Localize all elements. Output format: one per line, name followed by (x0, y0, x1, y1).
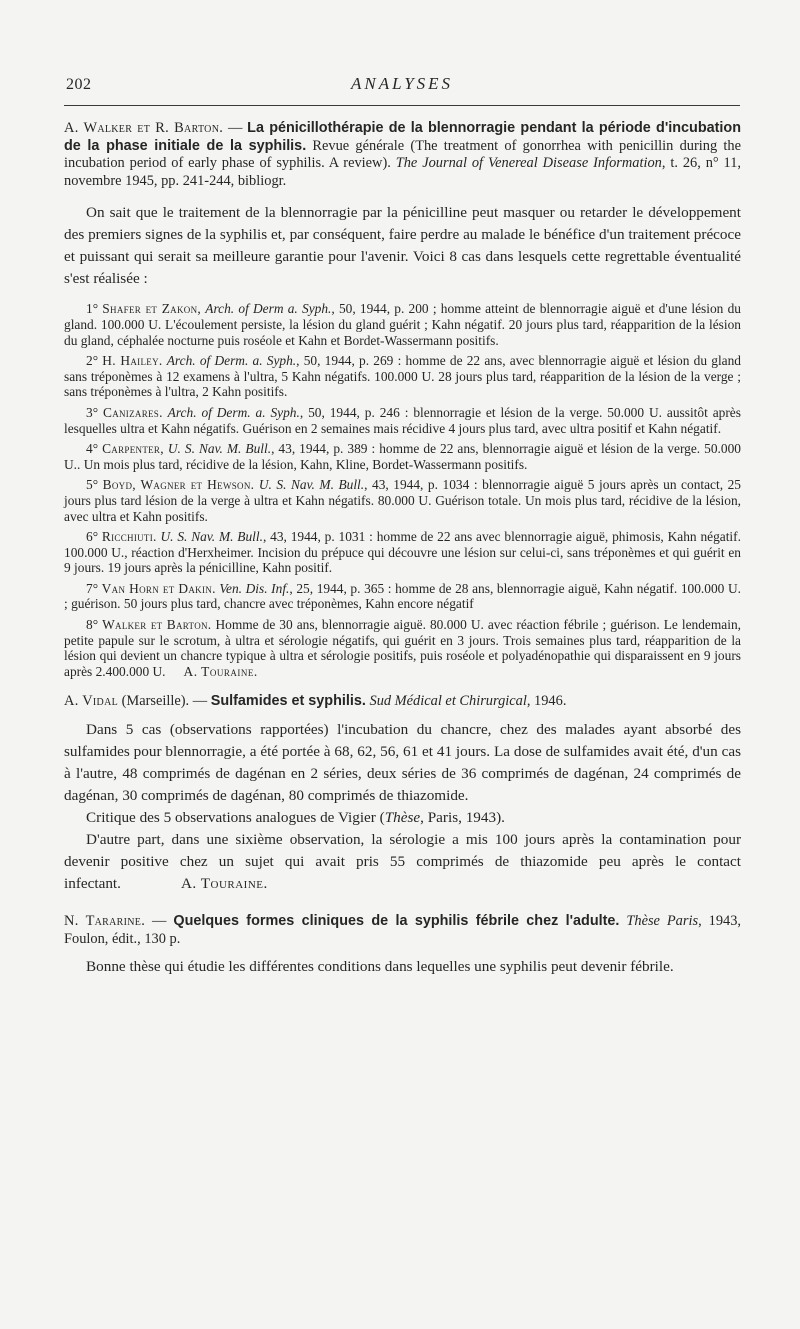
entry-reference: Revue générale (The treatment of gonorrhea with penicillin during the incubation period of early phase of syphilis. A review). (64, 137, 741, 172)
entry-paragraph: D'autre part, dans une sixième observation, la sérologie a mis 100 jours après la contamination pour devenir positive chez un sujet qui avait pris 55 comprimés de thiazomide peu après le contact infectant. A. Touraine. (64, 831, 741, 893)
entry-walker-barton (64, 120, 741, 679)
entry-heading: A. Vidal (Marseille). — Sulfamides et syphilis. Sud Médical et Chirurgical, 1946. (64, 693, 567, 710)
case-item: 5° Boyd, Wagner et Hewson. U. S. Nav. M. Bull., 43, 1944, p. 1034 : blennorragie aiguë 5 jours après un contact, 25 jours plus tard lésion de la verge à ultra et Kahn négatifs. 80.000 U. Guérison totale. Un mois plus tard, récidive de la lésion, avec ultra et Kahn positifs. (64, 477, 741, 524)
entry-paragraph: Bonne thèse qui étudie les différentes conditions dans lequelles une syphilis peut devenir fébrile. (86, 958, 674, 976)
entry-journal: Thèse Paris (626, 913, 699, 930)
entry-critique: Critique des 5 observations analogues de Vigier (Thèse, Paris, 1943). (86, 809, 505, 827)
entry-reference-tail: , 1946. (526, 693, 567, 710)
entry-title: Sulfamides et syphilis. (210, 693, 366, 710)
case-item: 7° Van Horn et Dakin. Ven. Dis. Inf., 25, 1944, p. 365 : homme de 28 ans, blennorragie aiguë, Kahn négatif. 100.000 U. ; guérison. 50 jours plus tard, chancre avec tréponèmes, Kahn encore négatif (64, 580, 741, 612)
case-list (64, 301, 741, 679)
entry-journal: Sud Médical et Chirurgical (369, 693, 527, 710)
case-item: 4° Carpenter, U. S. Nav. M. Bull., 43, 1944, p. 389 : homme de 22 ans, blennorragie aiguë et lésion de la verge. 50.000 U.. Un mois plus tard, récidive de la lésion, Kahn, Kline, Bordet-Wassermann positifs. (64, 441, 741, 472)
running-head (66, 74, 738, 98)
entry-authors: A. Walker et R. Barton. (64, 120, 224, 136)
entry-title: Quelques formes cliniques de la syphilis fébrile chez l'adulte. (173, 913, 620, 930)
entry-vidal (64, 693, 741, 895)
entry-heading: N. Tararine. — Quelques formes cliniques de la syphilis fébrile chez l'adulte. Thèse Paris, 1943, Foulon, édit., 130 p. (64, 913, 741, 947)
page-body (64, 120, 741, 978)
entry-intro: On sait que le traitement de la blennorragie par la pénicilline peut masquer ou retarder le développement des premiers signes de la syphilis et, par conséquent, faire perdre au malade le bénéfice d'un traitement précoce et puissant qui serait sa meilleure garantie pour l'avenir. Voici 8 cas dans lesquels cette regrettable éventualité s'est réalisée : (64, 204, 741, 288)
case-item: 6° Ricchiuti. U. S. Nav. M. Bull., 43, 1944, p. 1031 : homme de 22 ans avec blennorragie aiguë, phimosis, Kahn négatif. 100.000 U., réaction d'Herxheimer. Incision du prépuce qui découvre une lésion sur celui-ci, sans tréponèmes et qui guérit en 9 jours. 19 jours après la pénicilline, Kahn positif. (64, 529, 741, 576)
entry-reference-tail: , t. 26, n° 11, novembre 1945, pp. 241-244, bibliogr. (64, 155, 741, 189)
signature: A. Touraine. (180, 875, 268, 893)
header-rule (64, 105, 740, 106)
entry-heading: A. Walker et R. Barton. — La pénicillothérapie de la blennorragie pendant la période d'incubation de la phase initiale de la syphilis. Revue générale (The treatment of gonorrhea with penicillin during the incubation period of early phase of syphilis. A review). The Journal of Venereal Disease Information, t. 26, n° 11, novembre 1945, pp. 241-244, bibliogr. (64, 120, 741, 189)
entry-affiliation: (Marseille). (118, 693, 190, 710)
entry-title: La pénicillothérapie de la blennorragie pendant la période d'incubation de la phase initiale de la syphilis. (64, 120, 741, 154)
running-title: ANALYSES (350, 74, 454, 93)
entry-tararine (64, 913, 741, 978)
case-item: 1° Shafer et Zakon, Arch. of Derm a. Syph., 50, 1944, p. 200 ; homme atteint de blennorragie aiguë et d'une lésion du gland. 100.000 U. L'écoulement persiste, la lésion du gland guérit ; Kahn négatif. 20 jours plus tard, réapparition de la lésion du gland, céphalée nocturne puis roséole et Kahn et Bordet-Wassermann positifs. (64, 301, 741, 348)
entry-authors: A. Vidal (64, 693, 119, 710)
signature: A. Touraine. (183, 663, 258, 679)
case-item: 8° Walker et Barton. Homme de 30 ans, blennorragie aiguë. 80.000 U. avec réaction fébrile ; guérison. Le lendemain, petite papule sur le scrotum, à ultra et sérologie négatifs, qui guérit en 3 jours. Trois semaines plus tard, réapparition de la lésion qui devient un chancre typique à ultra et sérologie positifs, puis roséole et polyadénopathie qui disparaissent en 9 jours après 2.400.000 U. A. Touraine. (64, 617, 741, 679)
entry-reference-tail: , 1943, Foulon, édit., 130 p. (64, 913, 741, 947)
case-item: 2° H. Hailey. Arch. of Derm. a. Syph., 50, 1944, p. 269 : homme de 22 ans, avec blennorragie aiguë et lésion du gland sans tréponèmes à 12 examens à l'ultra, 5 Kahn négatifs. 100.000 U. 28 jours plus tard, réapparition de la lésion de la verge ; sans tréponèmes à l'ultra, 2 Kahn positifs. (64, 353, 742, 400)
entry-paragraph: Dans 5 cas (observations rapportées) l'incubation du chancre, chez des malades ayant absorbé des sulfamides pour blennorragie, a été portée à 68, 62, 56, 61 et 41 jours. La dose de sulfamides avait été, d'un cas à l'autre, 48 comprimés de dagénan en 2 séries, deux séries de 36 comprimés de dagénan, 24 comprimés de dagénan, 30 comprimés de dagénan, 80 comprimés de thiazomide. (64, 721, 741, 805)
entry-authors: N. Tararine. (64, 913, 146, 930)
page-number: 202 (66, 76, 92, 93)
case-item: 3° Canizares. Arch. of Derm. a. Syph., 50, 1944, p. 246 : blennorragie et lésion de la verge. 50.000 U. aussitôt après lesquelles ultra et Kahn négatifs. Guérison en 2 semaines mais récidive 4 jours plus tard, avec ultra positif et Kahn négatif. (64, 404, 741, 436)
entry-journal: The Journal of Venereal Disease Information (395, 155, 662, 172)
